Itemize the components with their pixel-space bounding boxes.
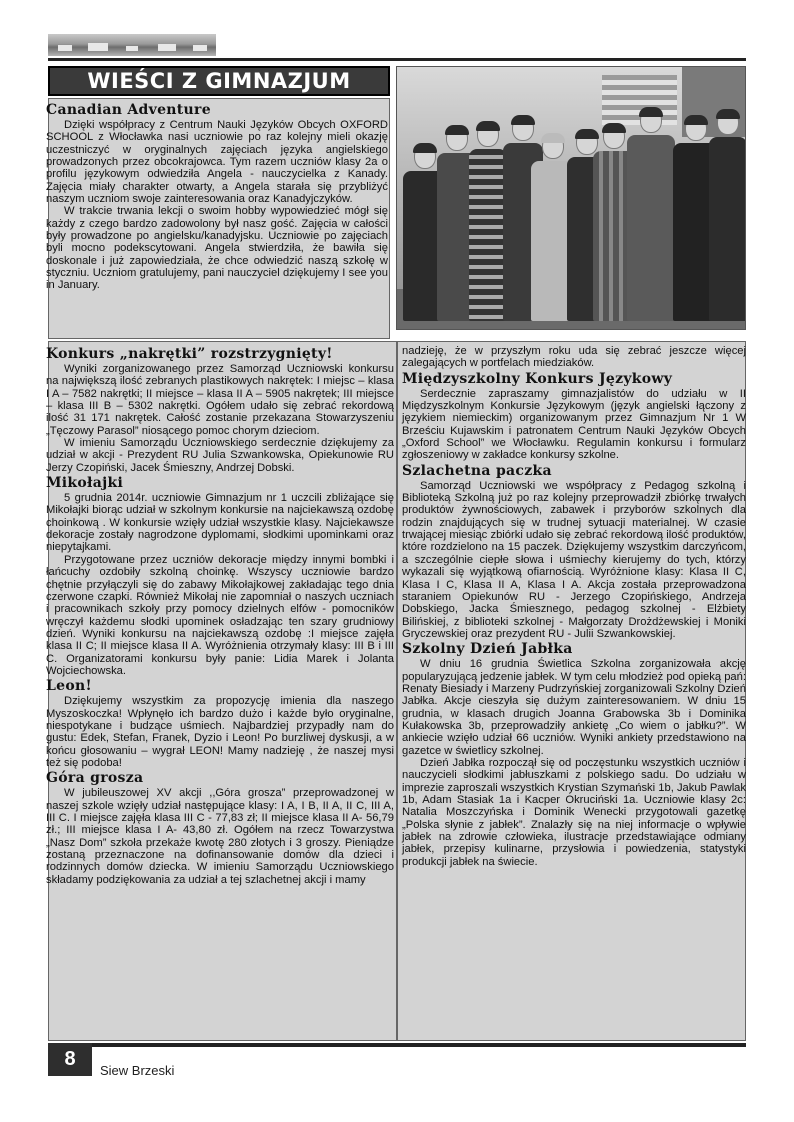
article-gora-grosza [46, 770, 394, 886]
article-title: Canadian Adventure [46, 102, 211, 118]
article-paragraph: Dziękujemy wszystkim za propozycję imienia dla naszego Myszoskoczka! Wpłynęło ich bardzo dużo i każde było oryginalne, niespotykane i budzące uśmiech. Najbardziej przypadły nam do gustu: Edek, Stefan, Franek, Dyzio i Leon! Po burzliwej dyskusji, a w końcu głosowaniu – wygrał LEON! Mamy nadzieję , że naszej mysi też się podoba! [46, 695, 394, 769]
article-title: Leon! [46, 678, 92, 695]
article-paragraph: Wyniki zorganizowanego przez Samorząd Uczniowski konkursu na największą ilość zebranych plastikowych nakrętek: I miejsc – klasa I A – 7582 nakrętki; II miejsce – klasa II A – 5905 nakrętek; III miejsce – klasa III B – 5302 nakrętki. Ogółem udało się zebrać rekordową ilość 31 171 nakrętek. Całość zostanie przekazana Stowarzyszeniu „Tęczowy Parasol” niosącego pomoc chorym dzieciom. [46, 363, 394, 437]
students-photo [396, 66, 746, 330]
article-paragraph-continued: nadzieję, że w przyszłym roku uda się zebrać jeszcze więcej zalegających w portfelach miedziaków. [402, 345, 746, 370]
page-number: 8 [48, 1043, 92, 1076]
header-rule [48, 58, 746, 61]
article-title: Międzyszkolny Konkurs Językowy [402, 370, 673, 387]
footer-rule [92, 1043, 746, 1047]
header-thumbnail-image [48, 34, 216, 56]
article-paragraph: Samorząd Uczniowski we współpracy z Pedagog szkolną i Biblioteką Szkolną już po raz kolejny przeprowadził zbiórkę trwałych produktów żywnościowych, zabawek i przyborów szkolnych dla rodzin znajdujących się w trudnej sytuacji materialnej. W czasie trwającej miesiąc zbiórki udało się zebrać rekordową ilość produktów, które rozdzielono na 15 paczek. Dziękujemy wszystkim darczyńcom, a szczególnie ciepłe słowa i uśmiechy kierujemy do tych, którzy wykazali się wyjątkową ofiarnością. Wyróżnione klasy: Klasa II C, Klasa I C, Klasa II A, Klasa I A. Akcja została przeprowadzona staraniem Opiekunów RU - Jerzego Czopińskiego, Andrzeja Dobskiego, Jacka Śmiesznego, pedagog szkolnej - Elżbiety Bilińskiej, z biblioteki szkolnej - Małgorzaty Drożdżewskiej i Moniki Gryczewskiej oraz prezydent RU - Julii Szwankowskiej. [402, 479, 746, 640]
article-title: Mikołajki [46, 475, 124, 492]
article-paragraph: Przygotowane przez uczniów dekoracje między innymi bombki i łańcuchy ozdobiły szkolną choinkę. Wszyscy uczniowie bardzo chętnie przyłączyli się do zabawy Mikołajkowej zakładając tego dnia czerwone czapki. Również Mikołaj nie zapomniał o naszych uczniach i pracownikach szkoły przy pomocy dzielnych elfów - pomocników wręczył każdemu słodki upominek osładzając ten szary grudniowy dzień. Wyniki konkursu na najciekawszą ozdobę :I miejsce zajęła klasa II C; II miejsce klasa II A. Wyróżnienia otrzymały klasy: III B i III C. Organizatorami konkursu były panie: Lidia Marek i Jolanta Wojciechowska. [46, 553, 394, 677]
article-canadian-adventure [46, 101, 388, 292]
article-paragraph: Serdecznie zapraszamy gimnazjalistów do udziału w II Międzyszkolnym Konkursie Językowym (język angielski łączony z językiem niemieckim) organizowanym przez Gimnazjum Nr 1 W Brześciu Kujawskim i patronatem Centrum Nauki Języków Obcych „Oxford School” we Włocławku. Regulamin konkursu i formularz zgłoszeniowy w zakładce konkursy szkolne. [402, 387, 746, 462]
article-mikolajki [46, 475, 394, 677]
left-column [46, 345, 394, 886]
article-paragraph: Dzień Jabłka rozpoczął się od poczęstunku wszystkich uczniów i nauczycieli słodkimi jabłuszkami z polskiego sadu. Do udziału w imprezie zaproszali wszystkich Krystian Szymański 1b, Jakub Pawlak 1b, Adam Stasiak 1a i Kacper Okruciński 1a. Uczniowie klasy 2c: Natalia Moszczyńska i Dominik Wenecki przygotowali gazetkę „Polska słynie z jabłek”. Znalazły się na niej informacje o wpływie jabłek na zdrowie człowieka, ilustracje przedstawiające odmiany jabłek, przepisy kulinarne, przysłowia i powiedzenia, statystyki produkcji jabłek na świecie. [402, 756, 746, 868]
article-leon [46, 678, 394, 769]
section-banner-title: WIEŚCI Z GIMNAZJUM [87, 69, 351, 93]
article-paragraph: W imieniu Samorządu Uczniowskiego serdecznie dziękujemy za udział w akcji - Prezydent RU Julia Szwankowska, Opiekunowie RU Jerzy Czopiński, Jacek Śmieszny, Andrzej Dobski. [46, 437, 394, 474]
right-column [402, 345, 746, 868]
article-paragraph: W jubileuszowej XV akcji ,,Góra grosza” przeprowadzonej w naszej szkole wzięły udział następujące klasy: I A, I B, II A, II C, III A, III C. I miejsce zajęła klasa III C - 77,83 zł; II miejsce klasa II A- 56,79 zł.; III miejsce klasa I A- 43,80 zł. Ogółem na rzecz Towarzystwa „Nasz Dom” szkoła przekaże kwotę 280 złotych i 3 groszy. Pieniądze zostaną przeznaczone na dofinansowanie domów dla dzieci i rodzinnych domów dziecka. W imieniu Samorządu Uczniowskiego składamy podziękowania za udział a tej szlachetnej akcji i mamy [46, 787, 394, 886]
article-paragraph: Dzięki współpracy z Centrum Nauki Języków Obcych OXFORD SCHOOL z Włocławka nasi uczniowie po raz kolejny mieli okazję uczestniczyć w oryginalnych zajęciach języka angielskiego prowadzonych przez obcokrajowca. Tym razem uczniów klasy 2a o profilu językowym odwiedziła Angela - nauczycielka z Kanady. Zajęcia miały charakter otwarty, a Angela starała się przybliżyć naszym uczniom swoje zainteresowania oraz Kanadyjczyków. [46, 119, 388, 206]
article-title: Szkolny Dzień Jabłka [402, 641, 573, 658]
section-banner [48, 66, 390, 96]
article-nakretki [46, 346, 394, 474]
article-paragraph: W dniu 16 grudnia Świetlica Szkolna zorganizowała akcję popularyzującą jedzenie jabłek. W tym celu młodzież pod opieką pań: Renaty Biesiady i Marzeny Pudrzyńskiej zorganizowali Szkolny Dzień Jabłka. Akcje cieszyła się dużym zainteresowaniem. W dniu 15 grudnia, w klasach drugich Joanna Grabowska 3b i Dominika Kułakowska 3b, przeprowadziły ankietę „Co wiem o jabłku?”. W ankiecie wzięło udział 66 uczniów. Wyniki ankiety przedstawiono na gazetce w świetlicy szkolnej. [402, 658, 746, 757]
article-title: Góra grosza [46, 770, 144, 787]
publication-name: Siew Brzeski [100, 1063, 175, 1078]
article-paragraph: 5 grudnia 2014r. uczniowie Gimnazjum nr 1 uczcili zbliżające się Mikołajki biorąc udział w szkolnym konkursie na najciekawszą ozdobę choinkową . W konkursie wzięły udział wszystkie klasy. Najciekawsze dekoracje zostały nagrodzone dyplomami, słodkimi upominkami oraz niepytajkami. [46, 492, 394, 554]
article-title: Szlachetna paczka [402, 462, 552, 479]
article-miedzyszkolny [402, 371, 746, 462]
article-szlachetna-paczka [402, 463, 746, 640]
article-paragraph: W trakcie trwania lekcji o swoim hobby wypowiedzieć mógł się każdy z czego bardzo zadowolony był nasz gość. Zajęcia w całości były prowadzone po angielsku/kanadyjsku. Uczniowie po zajęciach byli mocno podekscytowani. Angela stwierdziła, że bawiła się doskonale i już zapowiedziała, że chce odwiedzić naszą szkołę w styczniu. Uczniom gratulujemy, pani nauczyciel dziękujemy I see you in January. [46, 205, 388, 292]
article-dzien-jablka [402, 641, 746, 868]
article-title: Konkurs „nakrętki” rozstrzygnięty! [46, 346, 333, 362]
